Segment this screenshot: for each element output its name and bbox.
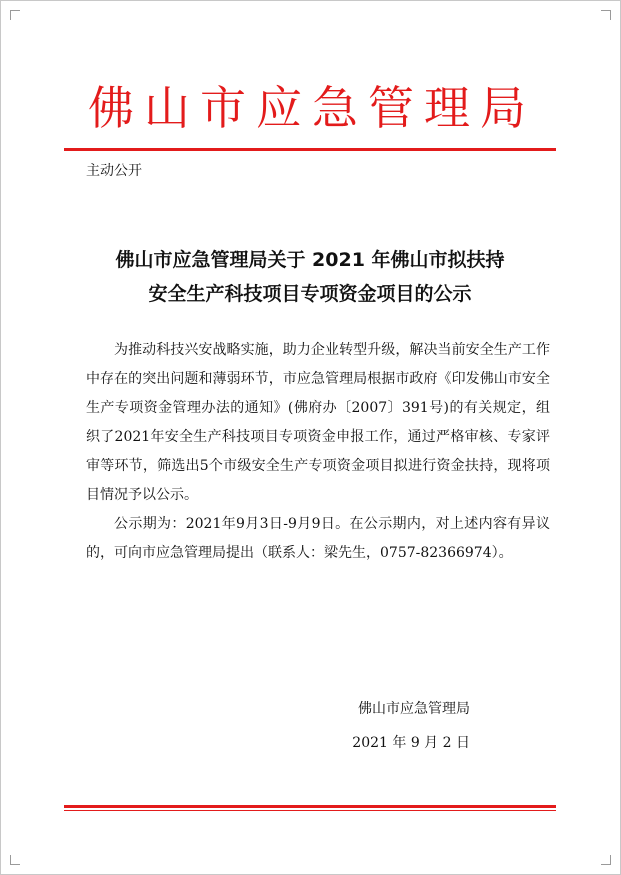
signatory-organization: 佛山市应急管理局 bbox=[358, 701, 470, 717]
crop-mark-top-left bbox=[10, 10, 20, 20]
crop-mark-bottom-right bbox=[601, 855, 611, 865]
agency-letterhead: 佛山市应急管理局 bbox=[88, 81, 536, 135]
body-paragraph-announcement: 为推动科技兴安战略实施，助力企业转型升级，解决当前安全生产工作中存在的突出问题和薄弱环节，市应急管理局根据市政府《印发佛山市安全生产专项资金管理办法的通知》(佛府办〔2007〕391号)的有关规定，组织了2021年安全生产科技项目专项资金申报工作，通过严格审核、专家评审等环节，筛选出5个市级安全生产专项资金项目拟进行资金扶持，现将项目情况予以公示。 bbox=[86, 342, 550, 503]
footer-red-rule-thick bbox=[64, 805, 556, 808]
document-title-line-2: 安全生产科技项目专项资金项目的公示 bbox=[148, 283, 472, 305]
footer-red-rule-thin bbox=[64, 810, 556, 811]
document-title-line-1: 佛山市应急管理局关于 2021 年佛山市拟扶持 bbox=[115, 249, 505, 271]
document-title bbox=[70, 243, 550, 311]
letterhead-red-rule bbox=[64, 148, 556, 151]
body-paragraph-notice-period: 公示期为：2021年9月3日-9月9日。在公示期内，对上述内容有异议的，可向市应急管理局提出（联系人：梁先生，0757-82366974）。 bbox=[86, 516, 550, 561]
crop-mark-top-right bbox=[601, 10, 611, 20]
disclosure-type-label: 主动公开 bbox=[86, 163, 142, 179]
signature-date: 2021 年 9 月 2 日 bbox=[352, 735, 470, 751]
crop-mark-bottom-left bbox=[10, 855, 20, 865]
document-body bbox=[86, 336, 550, 568]
